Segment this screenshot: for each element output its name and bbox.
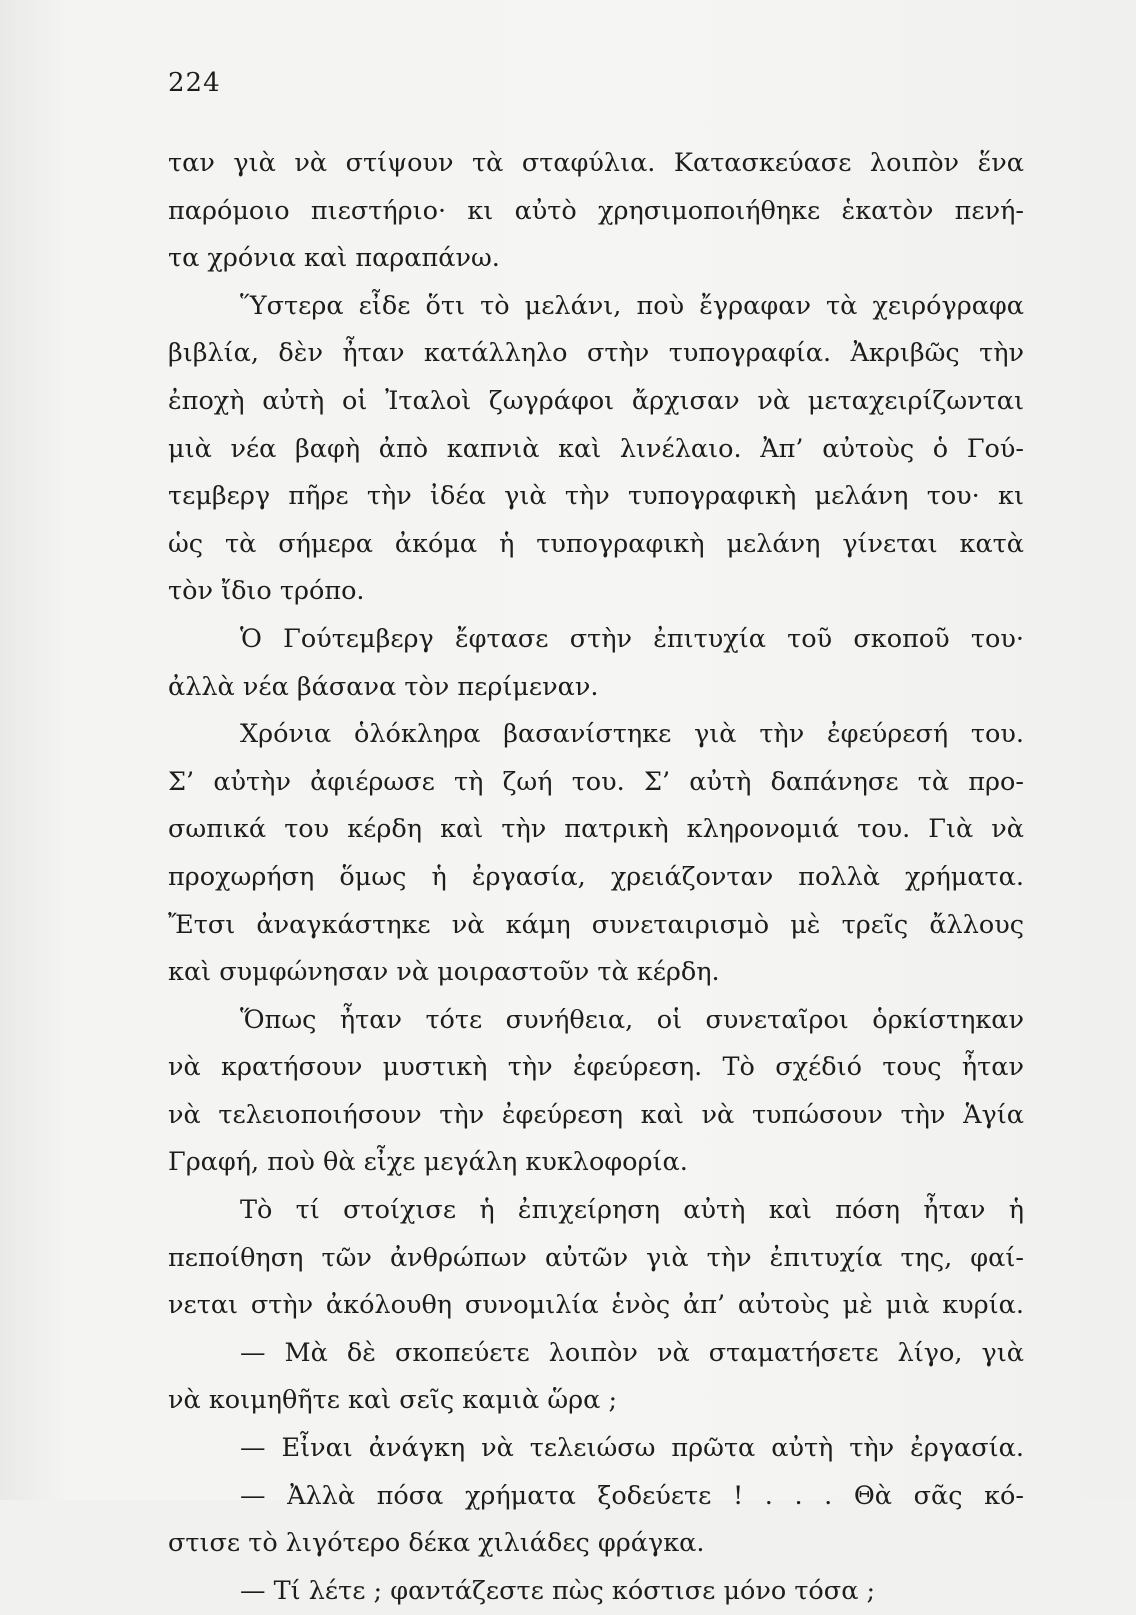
text-line: σωπικά του κέρδη καὶ τὴν πατρικὴ κληρονομιά του. Γιὰ νὰ (168, 814, 1024, 845)
text-line: — Εἶναι ἀνάγκη νὰ τελειώσω πρῶτα αὐτὴ τὴν ἐργασία. (240, 1433, 1024, 1464)
text-line: Ἔτσι ἀναγκάστηκε νὰ κάμη συνεταιρισμὸ μὲ τρεῖς ἄλλους (168, 909, 1024, 940)
text-line: τεμβεργ πῆρε τὴν ἰδέα γιὰ τὴν τυπογραφικὴ μελάνη του· κι (168, 481, 1024, 512)
text-line: Σ’ αὐτὴν ἀφιέρωσε τὴ ζωή του. Σ’ αὐτὴ δαπάνησε τὰ προ- (168, 766, 1024, 797)
text-line: ἐποχὴ αὐτὴ οἱ Ἰταλοὶ ζωγράφοι ἄρχισαν νὰ μεταχειρίζωνται (168, 385, 1024, 416)
text-line: παρόμοιο πιεστήριο· κι αὐτὸ χρησιμοποιήθηκε ἑκατὸν πενή- (168, 195, 1024, 226)
text-line: νεται στὴν ἀκόλουθη συνομιλία ἑνὸς ἀπ’ αὐτοὺς μὲ μιὰ κυρία. (168, 1290, 1024, 1321)
text-line: προχωρήση ὅμως ἡ ἐργασία, χρειάζονταν πολλὰ χρήματα. (168, 861, 1024, 892)
text-line: Ὁ Γούτεμβεργ ἔφτασε στὴν ἐπιτυχία τοῦ σκοποῦ του· (240, 623, 1024, 654)
text-line: τα χρόνια καὶ παραπάνω. (168, 243, 500, 274)
text-line: — Τί λέτε ; φαντάζεστε πὼς κόστισε μόνο τόσα ; (240, 1575, 876, 1606)
text-line: μιὰ νέα βαφὴ ἀπὸ καπνιὰ καὶ λινέλαιο. Ἀπ’ αὐτοὺς ὁ Γού- (168, 433, 1024, 464)
text-line: Γραφή, ποὺ θὰ εἶχε μεγάλη κυκλοφορία. (168, 1147, 688, 1178)
text-line: Ὕστερα εἶδε ὅτι τὸ μελάνι, ποὺ ἔγραφαν τὰ χειρόγραφα (240, 290, 1024, 321)
text-line: νὰ κρατήσουν μυστικὴ τὴν ἐφεύρεση. Τὸ σχέδιό τους ἦταν (168, 1052, 1024, 1083)
text-line: νὰ τελειοποιήσουν τὴν ἐφεύρεση καὶ νὰ τυπώσουν τὴν Ἁγία (168, 1099, 1024, 1130)
text-line: — Ἀλλὰ πόσα χρήματα ξοδεύετε ! . . . Θὰ σᾶς κό- (240, 1480, 1024, 1511)
text-line: καὶ συμφώνησαν νὰ μοιραστοῦν τὰ κέρδη. (168, 957, 720, 988)
page-number: 224 (168, 68, 221, 98)
text-line: στισε τὸ λιγότερο δέκα χιλιάδες φράγκα. (168, 1528, 705, 1559)
text-line: ὡς τὰ σήμερα ἀκόμα ἡ τυπογραφικὴ μελάνη γίνεται κατὰ (168, 528, 1024, 559)
text-line: τὸν ἴδιο τρόπο. (168, 576, 365, 607)
text-line: Τὸ τί στοίχισε ἡ ἐπιχείρηση αὐτὴ καὶ πόση ἦταν ἡ (240, 1195, 1024, 1226)
text-line: ἀλλὰ νέα βάσανα τὸν περίμεναν. (168, 671, 599, 702)
text-line: ταν γιὰ νὰ στίψουν τὰ σταφύλια. Κατασκεύασε λοιπὸν ἕνα (168, 148, 1024, 178)
text-line: Ὅπως ἦταν τότε συνήθεια, οἱ συνεταῖροι ὁρκίστηκαν (240, 1004, 1024, 1035)
text-line: πεποίθηση τῶν ἀνθρώπων αὐτῶν γιὰ τὴν ἐπιτυχία της, φαί- (168, 1242, 1024, 1273)
body-text (168, 140, 1024, 1615)
text-line: — Μὰ δὲ σκοπεύετε λοιπὸν νὰ σταματήσετε λίγο, γιὰ (240, 1337, 1024, 1368)
text-line: βιβλία, δὲν ἦταν κατάλληλο στὴν τυπογραφία. Ἀκριβῶς τὴν (168, 338, 1024, 369)
text-line: Χρόνια ὁλόκληρα βασανίστηκε γιὰ τὴν ἐφεύρεσή του. (240, 719, 1024, 750)
text-line: νὰ κοιμηθῆτε καὶ σεῖς καμιὰ ὥρα ; (168, 1385, 618, 1416)
